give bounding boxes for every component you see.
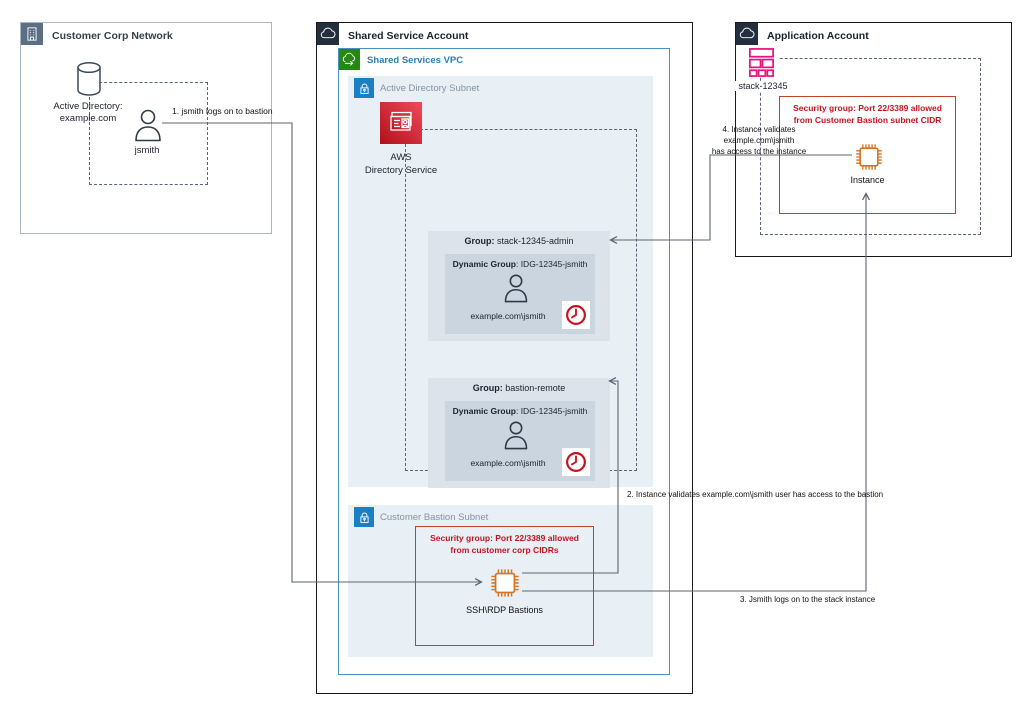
step-3-label: 3. Jsmith logs on to the stack instance [740, 595, 876, 604]
shared-services-vpc-box [338, 48, 670, 675]
group-stack-admin-title: Group: stack-12345-admin [464, 236, 574, 246]
dynamic-group-2-user-label: example.com\jsmith [470, 458, 546, 468]
step-1-label: 1. jsmith logs on to bastion [172, 106, 273, 116]
bastion-subnet-lock-icon [354, 507, 374, 527]
customer-corp-network-box [20, 22, 272, 234]
stack-label: stack-12345 [733, 81, 793, 91]
bastion-subnet-title: Customer Bastion Subnet [380, 512, 489, 523]
dynamic-group-1-user-label: example.com\jsmith [470, 311, 546, 321]
vpc-title: Shared Services VPC [367, 55, 464, 66]
active-directory-db-icon [75, 61, 103, 97]
step-4-label: 4. Instance validates example.com\jsmith has access to the instance [711, 125, 807, 156]
jsmith-label: jsmith [134, 145, 160, 156]
bastion-security-group-box [415, 526, 594, 646]
aws-directory-service-icon [380, 102, 422, 144]
vpc-icon [339, 49, 360, 70]
customer-corp-title: Customer Corp Network [52, 30, 173, 42]
bastion-instance-icon [489, 567, 521, 599]
bastion-label: SSH\RDP Bastions [466, 605, 543, 615]
active-directory-subnet [348, 76, 653, 487]
dynamic-group-2-title: Dynamic Group: IDG-12345-jsmith [452, 406, 588, 416]
step-2-label: 2. Instance validates example.com\jsmith user has access to the bastion [627, 490, 884, 499]
shared-service-account-box [316, 22, 693, 694]
dynamic-group-2-user-icon [502, 419, 530, 451]
timer-icon-1 [562, 301, 590, 329]
directory-service-label: AWS Directory Service [364, 152, 438, 176]
application-account-cloud-icon [736, 23, 758, 45]
customer-bastion-subnet [348, 505, 653, 657]
instance-security-group-text: Security group: Port 22/3389 allowed from Customer Bastion subnet CIDR [793, 103, 942, 125]
ad-subnet-lock-icon [354, 78, 374, 98]
timer-icon-2 [562, 448, 590, 476]
instance-label: Instance [850, 175, 885, 185]
shared-account-cloud-icon [317, 23, 339, 45]
bastion-security-group-text: Security group: Port 22/3389 allowed from customer corp CIDRs [430, 533, 579, 555]
dynamic-group-1-title: Dynamic Group: IDG-12345-jsmith [452, 259, 588, 269]
group-bastion-remote-title: Group: bastion-remote [472, 383, 566, 393]
corp-building-icon [21, 23, 43, 45]
stack-instance-icon [854, 142, 884, 172]
ad-subnet-title: Active Directory Subnet [380, 83, 480, 94]
jsmith-user-icon [132, 107, 164, 143]
group-bastion-remote-box [428, 378, 610, 488]
active-directory-label: Active Directory: example.com [53, 101, 123, 124]
application-account-title: Application Account [767, 30, 869, 42]
shared-account-title: Shared Service Account [348, 30, 469, 42]
group-stack-admin-box [428, 231, 610, 341]
dynamic-group-1-user-icon [502, 272, 530, 304]
stack-icon [745, 47, 778, 78]
